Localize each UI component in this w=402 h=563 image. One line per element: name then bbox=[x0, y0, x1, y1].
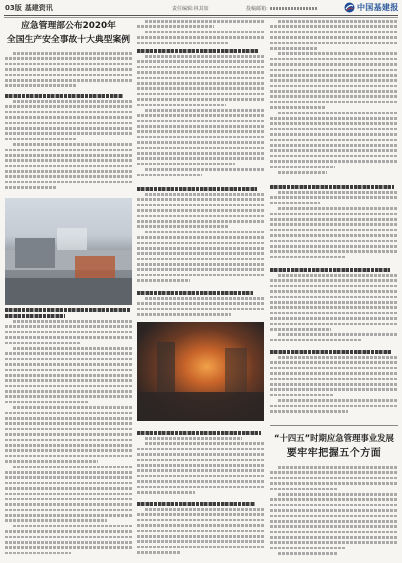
text-line bbox=[137, 530, 264, 533]
text-line bbox=[137, 147, 264, 150]
text-line bbox=[5, 417, 132, 420]
newspaper-logo bbox=[344, 2, 399, 13]
page-number: 03版 bbox=[5, 4, 22, 12]
text-line bbox=[137, 308, 264, 311]
text-line bbox=[5, 546, 132, 549]
text-line bbox=[137, 464, 264, 467]
text-line bbox=[137, 77, 264, 80]
text-line bbox=[270, 166, 335, 169]
text-line bbox=[137, 157, 264, 160]
text-line bbox=[137, 469, 264, 472]
text-line bbox=[270, 285, 398, 288]
text-line bbox=[270, 85, 398, 88]
text-line bbox=[5, 449, 132, 452]
case-heading bbox=[137, 291, 253, 295]
text-line bbox=[137, 25, 214, 28]
text-line bbox=[270, 509, 398, 512]
text-line bbox=[5, 84, 77, 87]
text-line bbox=[13, 143, 132, 146]
text-line bbox=[145, 437, 242, 440]
text-line bbox=[270, 155, 398, 158]
email-address bbox=[270, 7, 318, 10]
text-line bbox=[270, 536, 398, 539]
text-line bbox=[137, 60, 264, 63]
text-line bbox=[278, 20, 398, 23]
text-line bbox=[5, 422, 132, 425]
text-line bbox=[5, 536, 132, 539]
text-line bbox=[270, 79, 398, 82]
text-line bbox=[137, 263, 264, 266]
side-article-body bbox=[270, 466, 398, 560]
text-line bbox=[13, 52, 132, 55]
text-line bbox=[270, 482, 398, 485]
text-line bbox=[5, 379, 132, 382]
text-line bbox=[270, 520, 398, 523]
text-line bbox=[270, 525, 398, 528]
case-heading bbox=[270, 185, 394, 189]
text-line bbox=[137, 87, 264, 90]
text-line bbox=[137, 141, 264, 144]
lead-headline-line2: 全国生产安全事故十大典型案例 bbox=[6, 35, 131, 45]
text-line bbox=[270, 256, 346, 259]
text-line bbox=[5, 181, 132, 184]
text-line bbox=[5, 154, 132, 157]
text-line bbox=[13, 100, 132, 103]
text-line bbox=[5, 444, 132, 447]
text-line bbox=[137, 491, 195, 494]
editor-credit: 责任编辑:林其如 bbox=[172, 6, 209, 12]
text-line bbox=[270, 312, 398, 315]
text-line bbox=[5, 122, 132, 125]
text-line bbox=[13, 347, 132, 350]
text-line bbox=[137, 524, 264, 527]
text-line bbox=[270, 106, 326, 109]
text-line bbox=[278, 191, 398, 194]
text-line bbox=[270, 25, 398, 28]
text-line bbox=[5, 395, 132, 398]
text-line bbox=[13, 406, 132, 409]
text-line bbox=[5, 509, 132, 512]
newspaper-logo-icon bbox=[344, 2, 355, 13]
text-line bbox=[5, 401, 89, 404]
article-body bbox=[270, 274, 398, 348]
text-line bbox=[5, 487, 132, 490]
text-line bbox=[278, 333, 398, 336]
case-heading bbox=[137, 49, 259, 53]
text-line bbox=[137, 236, 264, 239]
text-line bbox=[145, 55, 264, 58]
case-heading bbox=[270, 268, 390, 272]
text-line bbox=[270, 290, 398, 293]
text-line bbox=[5, 132, 132, 135]
text-line bbox=[270, 471, 398, 474]
text-line bbox=[270, 229, 398, 232]
text-line bbox=[137, 152, 264, 155]
text-line bbox=[270, 323, 398, 326]
article-body bbox=[5, 100, 132, 196]
article-body bbox=[137, 437, 264, 500]
text-line bbox=[5, 374, 132, 377]
text-line bbox=[137, 546, 264, 549]
section-name: 基建资讯 bbox=[24, 4, 53, 12]
text-line bbox=[270, 90, 398, 93]
text-line bbox=[137, 448, 264, 451]
text-line bbox=[137, 519, 264, 522]
case-heading bbox=[137, 502, 255, 506]
article-body bbox=[270, 191, 398, 265]
text-line bbox=[270, 394, 334, 397]
newspaper-name: 中国基建报 bbox=[357, 3, 399, 12]
text-line bbox=[270, 149, 398, 152]
text-line bbox=[137, 215, 264, 218]
text-line bbox=[5, 460, 98, 463]
text-line bbox=[13, 466, 132, 469]
text-line bbox=[137, 513, 264, 516]
text-line bbox=[270, 279, 398, 282]
text-line bbox=[5, 385, 132, 388]
text-line bbox=[137, 66, 264, 69]
text-line bbox=[270, 547, 346, 550]
accident-scene-photo bbox=[5, 198, 132, 305]
text-line bbox=[137, 71, 264, 74]
text-line bbox=[137, 302, 264, 305]
text-line bbox=[5, 541, 132, 544]
text-line bbox=[137, 258, 264, 261]
text-line bbox=[270, 531, 398, 534]
text-line bbox=[5, 175, 132, 178]
text-line bbox=[137, 274, 264, 277]
text-line bbox=[5, 455, 132, 458]
text-line bbox=[5, 159, 132, 162]
text-line bbox=[270, 378, 398, 381]
text-line bbox=[137, 36, 264, 39]
text-line bbox=[270, 213, 398, 216]
text-line bbox=[270, 245, 398, 248]
text-line bbox=[270, 361, 398, 364]
text-line bbox=[270, 328, 331, 331]
article-body bbox=[137, 20, 264, 47]
text-line bbox=[278, 493, 398, 496]
text-line bbox=[5, 352, 132, 355]
text-line bbox=[5, 57, 132, 60]
text-line bbox=[137, 279, 190, 282]
text-line bbox=[270, 122, 398, 125]
lead-paragraph bbox=[5, 52, 132, 92]
text-line bbox=[278, 552, 337, 555]
text-line bbox=[5, 482, 132, 485]
text-line bbox=[270, 223, 398, 226]
text-line bbox=[137, 174, 202, 177]
text-line bbox=[5, 79, 132, 82]
text-line bbox=[270, 133, 398, 136]
text-line bbox=[270, 36, 398, 39]
text-line bbox=[5, 503, 132, 506]
text-line bbox=[278, 171, 327, 174]
text-line bbox=[5, 342, 80, 345]
text-line bbox=[270, 117, 398, 120]
text-line bbox=[270, 317, 398, 320]
text-line bbox=[5, 63, 132, 66]
case-heading bbox=[5, 308, 130, 312]
text-line bbox=[5, 186, 56, 189]
text-line bbox=[13, 525, 132, 528]
text-line bbox=[137, 268, 264, 271]
case-heading bbox=[270, 350, 392, 354]
text-line bbox=[5, 127, 132, 130]
text-line bbox=[270, 196, 398, 199]
article-body bbox=[270, 356, 398, 418]
text-line bbox=[137, 136, 264, 139]
text-line bbox=[270, 139, 398, 142]
text-line bbox=[270, 58, 398, 61]
text-line bbox=[270, 301, 398, 304]
text-line bbox=[270, 504, 398, 507]
text-line bbox=[5, 358, 132, 361]
text-line bbox=[278, 356, 398, 359]
email-label: 投稿邮箱: bbox=[246, 6, 268, 12]
text-line bbox=[137, 535, 264, 538]
text-line bbox=[5, 336, 132, 339]
text-line bbox=[145, 20, 264, 23]
text-line bbox=[137, 209, 264, 212]
text-line bbox=[5, 493, 132, 496]
text-line bbox=[13, 320, 132, 323]
text-line bbox=[5, 428, 132, 431]
text-line bbox=[270, 339, 362, 342]
text-line bbox=[137, 42, 228, 45]
text-line bbox=[270, 240, 398, 243]
text-line bbox=[137, 130, 264, 133]
text-line bbox=[137, 540, 264, 543]
text-line bbox=[270, 488, 337, 491]
text-line bbox=[145, 442, 264, 445]
text-line bbox=[5, 170, 132, 173]
article-divider bbox=[270, 425, 398, 426]
text-line bbox=[270, 405, 398, 408]
text-line bbox=[270, 498, 398, 501]
text-line bbox=[145, 168, 264, 171]
text-line bbox=[145, 31, 264, 34]
text-line bbox=[5, 369, 132, 372]
header-rule-thin bbox=[4, 17, 398, 18]
text-line bbox=[5, 433, 132, 436]
text-line bbox=[137, 98, 264, 101]
text-line bbox=[278, 112, 398, 115]
text-line bbox=[137, 225, 228, 228]
text-line bbox=[278, 274, 398, 277]
text-line bbox=[270, 296, 398, 299]
article-body bbox=[137, 508, 264, 560]
text-line bbox=[137, 459, 264, 462]
text-line bbox=[145, 508, 264, 511]
text-line bbox=[270, 101, 398, 104]
text-line bbox=[270, 95, 398, 98]
text-line bbox=[5, 138, 77, 141]
case-heading-cont bbox=[5, 314, 65, 318]
text-line bbox=[137, 220, 264, 223]
text-line bbox=[145, 109, 264, 112]
text-line bbox=[5, 116, 132, 119]
text-line bbox=[270, 160, 398, 163]
text-line bbox=[278, 52, 398, 55]
text-line bbox=[137, 313, 231, 316]
text-line bbox=[270, 372, 398, 375]
lead-headline-line1: 应急管理部公布2020年 bbox=[21, 21, 116, 31]
submission-email bbox=[246, 5, 318, 12]
text-line bbox=[278, 207, 398, 210]
text-line bbox=[137, 453, 264, 456]
text-line bbox=[5, 498, 132, 501]
text-line bbox=[5, 68, 132, 71]
text-line bbox=[270, 515, 398, 518]
side-headline-line2: 要牢牢把握五个方面 bbox=[286, 448, 382, 459]
text-line bbox=[5, 439, 132, 442]
text-line bbox=[270, 367, 398, 370]
text-line bbox=[137, 104, 226, 107]
article-body bbox=[137, 193, 264, 288]
text-line bbox=[137, 82, 264, 85]
text-line bbox=[270, 477, 398, 480]
text-line bbox=[137, 475, 264, 478]
fire-scene-photo bbox=[137, 322, 264, 421]
case-heading bbox=[137, 431, 261, 435]
text-line bbox=[270, 128, 398, 131]
text-line bbox=[270, 74, 398, 77]
text-line bbox=[5, 530, 132, 533]
text-line bbox=[137, 125, 264, 128]
article-body bbox=[270, 20, 398, 182]
text-line bbox=[5, 325, 132, 328]
page-label bbox=[5, 3, 53, 13]
case-heading bbox=[5, 94, 123, 98]
text-line bbox=[137, 486, 264, 489]
text-line bbox=[137, 163, 235, 166]
text-line bbox=[270, 69, 398, 72]
text-line bbox=[270, 410, 348, 413]
header-rule bbox=[4, 15, 398, 16]
text-line bbox=[5, 165, 132, 168]
text-line bbox=[5, 105, 132, 108]
text-line bbox=[5, 519, 107, 522]
text-line bbox=[5, 476, 132, 479]
side-headline-line1: “十四五”时期应急管理事业发展 bbox=[274, 433, 394, 443]
text-line bbox=[145, 297, 264, 300]
text-line bbox=[270, 250, 398, 253]
article-body bbox=[5, 320, 132, 560]
text-line bbox=[137, 551, 181, 554]
article-body bbox=[137, 297, 264, 320]
text-line bbox=[270, 234, 398, 237]
text-line bbox=[145, 193, 264, 196]
text-line bbox=[270, 388, 398, 391]
text-line bbox=[278, 466, 398, 469]
text-line bbox=[270, 202, 320, 205]
text-line bbox=[5, 74, 132, 77]
text-line bbox=[5, 331, 132, 334]
text-line bbox=[278, 399, 398, 402]
text-line bbox=[137, 252, 264, 255]
text-line bbox=[5, 111, 132, 114]
text-line bbox=[5, 552, 71, 555]
text-line bbox=[270, 541, 398, 544]
text-line bbox=[270, 63, 398, 66]
text-line bbox=[137, 242, 264, 245]
text-line bbox=[5, 514, 132, 517]
text-line bbox=[5, 471, 132, 474]
text-line bbox=[270, 306, 398, 309]
article-body bbox=[137, 55, 264, 184]
text-line bbox=[5, 390, 132, 393]
text-line bbox=[270, 218, 398, 221]
text-line bbox=[137, 120, 264, 123]
text-line bbox=[5, 363, 132, 366]
text-line bbox=[270, 383, 398, 386]
text-line bbox=[270, 31, 398, 34]
text-line bbox=[5, 412, 132, 415]
text-line bbox=[137, 93, 264, 96]
text-line bbox=[5, 149, 132, 152]
text-line bbox=[137, 480, 264, 483]
text-line bbox=[137, 247, 264, 250]
text-line bbox=[137, 114, 264, 117]
text-line bbox=[137, 204, 264, 207]
text-line bbox=[270, 42, 398, 45]
text-line bbox=[270, 47, 317, 50]
text-line bbox=[270, 144, 398, 147]
text-line bbox=[145, 231, 264, 234]
case-heading bbox=[137, 187, 257, 191]
text-line bbox=[137, 198, 264, 201]
